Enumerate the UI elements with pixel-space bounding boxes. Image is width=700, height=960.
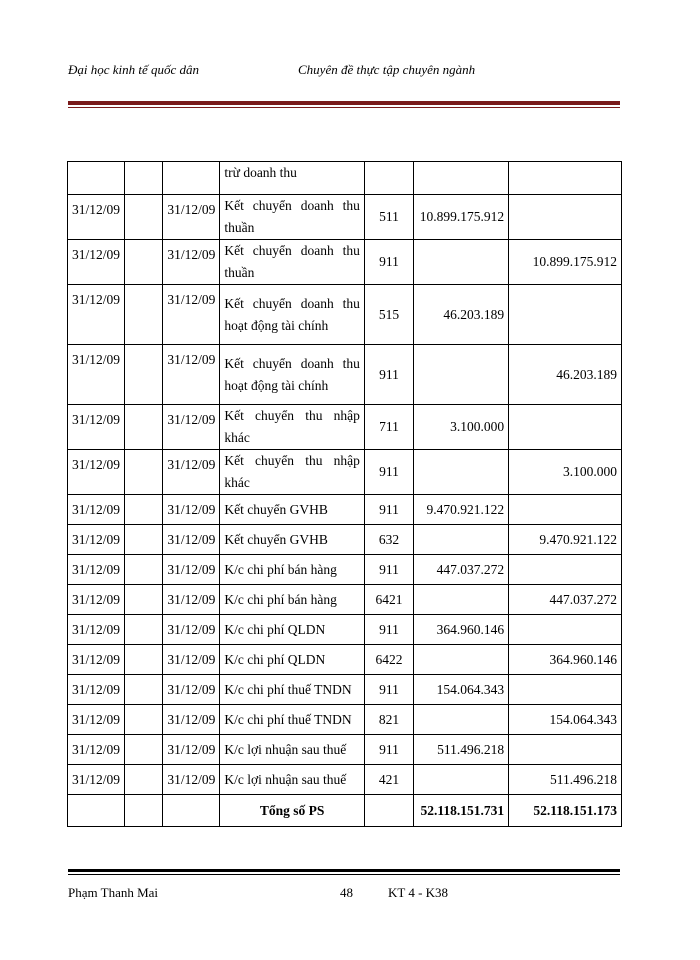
cell-debit: 46.203.189 [414, 285, 509, 345]
header-university: Đại học kinh tế quốc dân [68, 62, 200, 77]
footer-rule-thin [68, 874, 620, 875]
cell-date-2: 31/12/09 [163, 285, 220, 345]
cell-blank [125, 162, 163, 195]
cell-date: 31/12/09 [68, 195, 125, 240]
ledger-table [67, 161, 622, 827]
cell-credit [509, 162, 622, 195]
cell-debit [414, 450, 509, 495]
cell-date: 31/12/09 [68, 705, 125, 735]
cell-account: 6421 [364, 585, 413, 615]
cell-date: 31/12/09 [68, 675, 125, 705]
cell-debit [414, 240, 509, 285]
cell-date: 31/12/09 [68, 615, 125, 645]
table-row [68, 735, 622, 765]
total-row [68, 795, 622, 827]
cell-blank [125, 705, 163, 735]
cell-date [68, 162, 125, 195]
table-row [68, 450, 622, 495]
cell-debit [414, 585, 509, 615]
footer-author: Phạm Thanh Mai [68, 885, 159, 900]
table-row [68, 285, 622, 345]
table-row [68, 162, 622, 195]
cell-date: 31/12/09 [68, 555, 125, 585]
cell-account: 711 [364, 405, 413, 450]
cell-description: Kết chuyển doanh thu hoạt động tài chính [220, 285, 365, 345]
cell-debit: 9.470.921.122 [414, 495, 509, 525]
cell-account: 911 [364, 615, 413, 645]
cell-date-2: 31/12/09 [163, 555, 220, 585]
total-label: Tổng số PS [220, 795, 365, 827]
cell-description: K/c chi phí thuế TNDN [220, 705, 365, 735]
cell-credit: 511.496.218 [509, 765, 622, 795]
cell-date-2: 31/12/09 [163, 735, 220, 765]
cell-date: 31/12/09 [68, 525, 125, 555]
cell-blank [125, 495, 163, 525]
header-report-title: Chuyên đề thực tập chuyên ngành [298, 62, 476, 77]
header-rule-thick [68, 101, 620, 105]
cell-blank [125, 585, 163, 615]
footer-class: KT 4 - K38 [388, 885, 449, 900]
cell-blank [125, 345, 163, 405]
cell-description: Kết chuyển doanh thu thuần [220, 195, 365, 240]
cell-date-2: 31/12/09 [163, 675, 220, 705]
cell-account: 515 [364, 285, 413, 345]
cell-debit [414, 765, 509, 795]
cell-debit [414, 345, 509, 405]
cell-date: 31/12/09 [68, 345, 125, 405]
cell-debit [414, 162, 509, 195]
cell-description: K/c lợi nhuận sau thuế [220, 765, 365, 795]
cell-empty [364, 795, 413, 827]
footer-rule-thick [68, 869, 620, 872]
cell-blank [125, 240, 163, 285]
cell-date-2: 31/12/09 [163, 240, 220, 285]
cell-credit: 46.203.189 [509, 345, 622, 405]
cell-account: 911 [364, 735, 413, 765]
cell-date: 31/12/09 [68, 285, 125, 345]
cell-description: Kết chuyển GVHB [220, 525, 365, 555]
cell-date: 31/12/09 [68, 645, 125, 675]
cell-date-2: 31/12/09 [163, 405, 220, 450]
table-row [68, 675, 622, 705]
page-header [68, 62, 628, 82]
cell-credit [509, 495, 622, 525]
cell-description: Kết chuyển doanh thu hoạt động tài chính [220, 345, 365, 405]
cell-description: K/c chi phí bán hàng [220, 555, 365, 585]
cell-account: 421 [364, 765, 413, 795]
header-rule [68, 101, 620, 108]
cell-description: trừ doanh thu [220, 162, 365, 195]
cell-blank [125, 195, 163, 240]
table-row [68, 705, 622, 735]
cell-empty [68, 795, 125, 827]
cell-debit [414, 525, 509, 555]
cell-description: Kết chuyển thu nhập khác [220, 405, 365, 450]
cell-date-2: 31/12/09 [163, 585, 220, 615]
cell-description: Kết chuyển thu nhập khác [220, 450, 365, 495]
cell-account: 511 [364, 195, 413, 240]
cell-account: 911 [364, 240, 413, 285]
table-row [68, 495, 622, 525]
cell-credit [509, 195, 622, 240]
table-row [68, 405, 622, 450]
cell-date-2: 31/12/09 [163, 765, 220, 795]
table-row [68, 765, 622, 795]
cell-debit: 511.496.218 [414, 735, 509, 765]
cell-description: K/c chi phí thuế TNDN [220, 675, 365, 705]
table-row [68, 645, 622, 675]
total-credit: 52.118.151.173 [509, 795, 622, 827]
cell-account: 911 [364, 675, 413, 705]
cell-account: 911 [364, 495, 413, 525]
ledger-body [68, 162, 622, 827]
cell-credit [509, 675, 622, 705]
cell-credit: 3.100.000 [509, 450, 622, 495]
cell-account: 911 [364, 345, 413, 405]
table-row [68, 345, 622, 405]
cell-account: 6422 [364, 645, 413, 675]
cell-credit [509, 555, 622, 585]
cell-credit [509, 615, 622, 645]
cell-date: 31/12/09 [68, 240, 125, 285]
table-row [68, 525, 622, 555]
cell-date-2: 31/12/09 [163, 645, 220, 675]
table-row [68, 195, 622, 240]
cell-description: Kết chuyển GVHB [220, 495, 365, 525]
cell-blank [125, 765, 163, 795]
cell-blank [125, 450, 163, 495]
cell-account: 911 [364, 555, 413, 585]
cell-blank [125, 405, 163, 450]
cell-blank [125, 615, 163, 645]
footer-page-number: 48 [340, 885, 353, 900]
cell-debit: 364.960.146 [414, 615, 509, 645]
cell-date-2: 31/12/09 [163, 195, 220, 240]
cell-empty [163, 795, 220, 827]
table-row [68, 585, 622, 615]
table-row [68, 555, 622, 585]
cell-description: Kết chuyển doanh thu thuần [220, 240, 365, 285]
footer-rule [68, 869, 620, 875]
cell-date: 31/12/09 [68, 765, 125, 795]
cell-credit: 364.960.146 [509, 645, 622, 675]
cell-debit: 447.037.272 [414, 555, 509, 585]
cell-description: K/c lợi nhuận sau thuế [220, 735, 365, 765]
cell-blank [125, 735, 163, 765]
cell-debit [414, 645, 509, 675]
cell-blank [125, 525, 163, 555]
cell-account: 821 [364, 705, 413, 735]
cell-credit: 9.470.921.122 [509, 525, 622, 555]
cell-debit: 3.100.000 [414, 405, 509, 450]
cell-description: K/c chi phí QLDN [220, 645, 365, 675]
cell-debit [414, 705, 509, 735]
cell-date-2: 31/12/09 [163, 495, 220, 525]
cell-description: K/c chi phí QLDN [220, 615, 365, 645]
table-row [68, 240, 622, 285]
cell-blank [125, 555, 163, 585]
cell-date-2: 31/12/09 [163, 345, 220, 405]
table-row [68, 615, 622, 645]
cell-credit: 10.899.175.912 [509, 240, 622, 285]
cell-credit: 447.037.272 [509, 585, 622, 615]
total-debit: 52.118.151.731 [414, 795, 509, 827]
cell-credit [509, 735, 622, 765]
cell-empty [125, 795, 163, 827]
cell-date-2: 31/12/09 [163, 450, 220, 495]
cell-account: 911 [364, 450, 413, 495]
cell-date-2: 31/12/09 [163, 705, 220, 735]
cell-date: 31/12/09 [68, 405, 125, 450]
cell-credit [509, 285, 622, 345]
cell-blank [125, 675, 163, 705]
cell-credit [509, 405, 622, 450]
cell-date-2: 31/12/09 [163, 525, 220, 555]
cell-description: K/c chi phí bán hàng [220, 585, 365, 615]
cell-date: 31/12/09 [68, 735, 125, 765]
cell-account: 632 [364, 525, 413, 555]
cell-date: 31/12/09 [68, 585, 125, 615]
cell-debit: 10.899.175.912 [414, 195, 509, 240]
cell-date: 31/12/09 [68, 450, 125, 495]
header-rule-thin [68, 107, 620, 108]
cell-blank [125, 285, 163, 345]
cell-date: 31/12/09 [68, 495, 125, 525]
cell-date-2 [163, 162, 220, 195]
cell-credit: 154.064.343 [509, 705, 622, 735]
cell-date-2: 31/12/09 [163, 615, 220, 645]
cell-account [364, 162, 413, 195]
cell-debit: 154.064.343 [414, 675, 509, 705]
cell-blank [125, 645, 163, 675]
